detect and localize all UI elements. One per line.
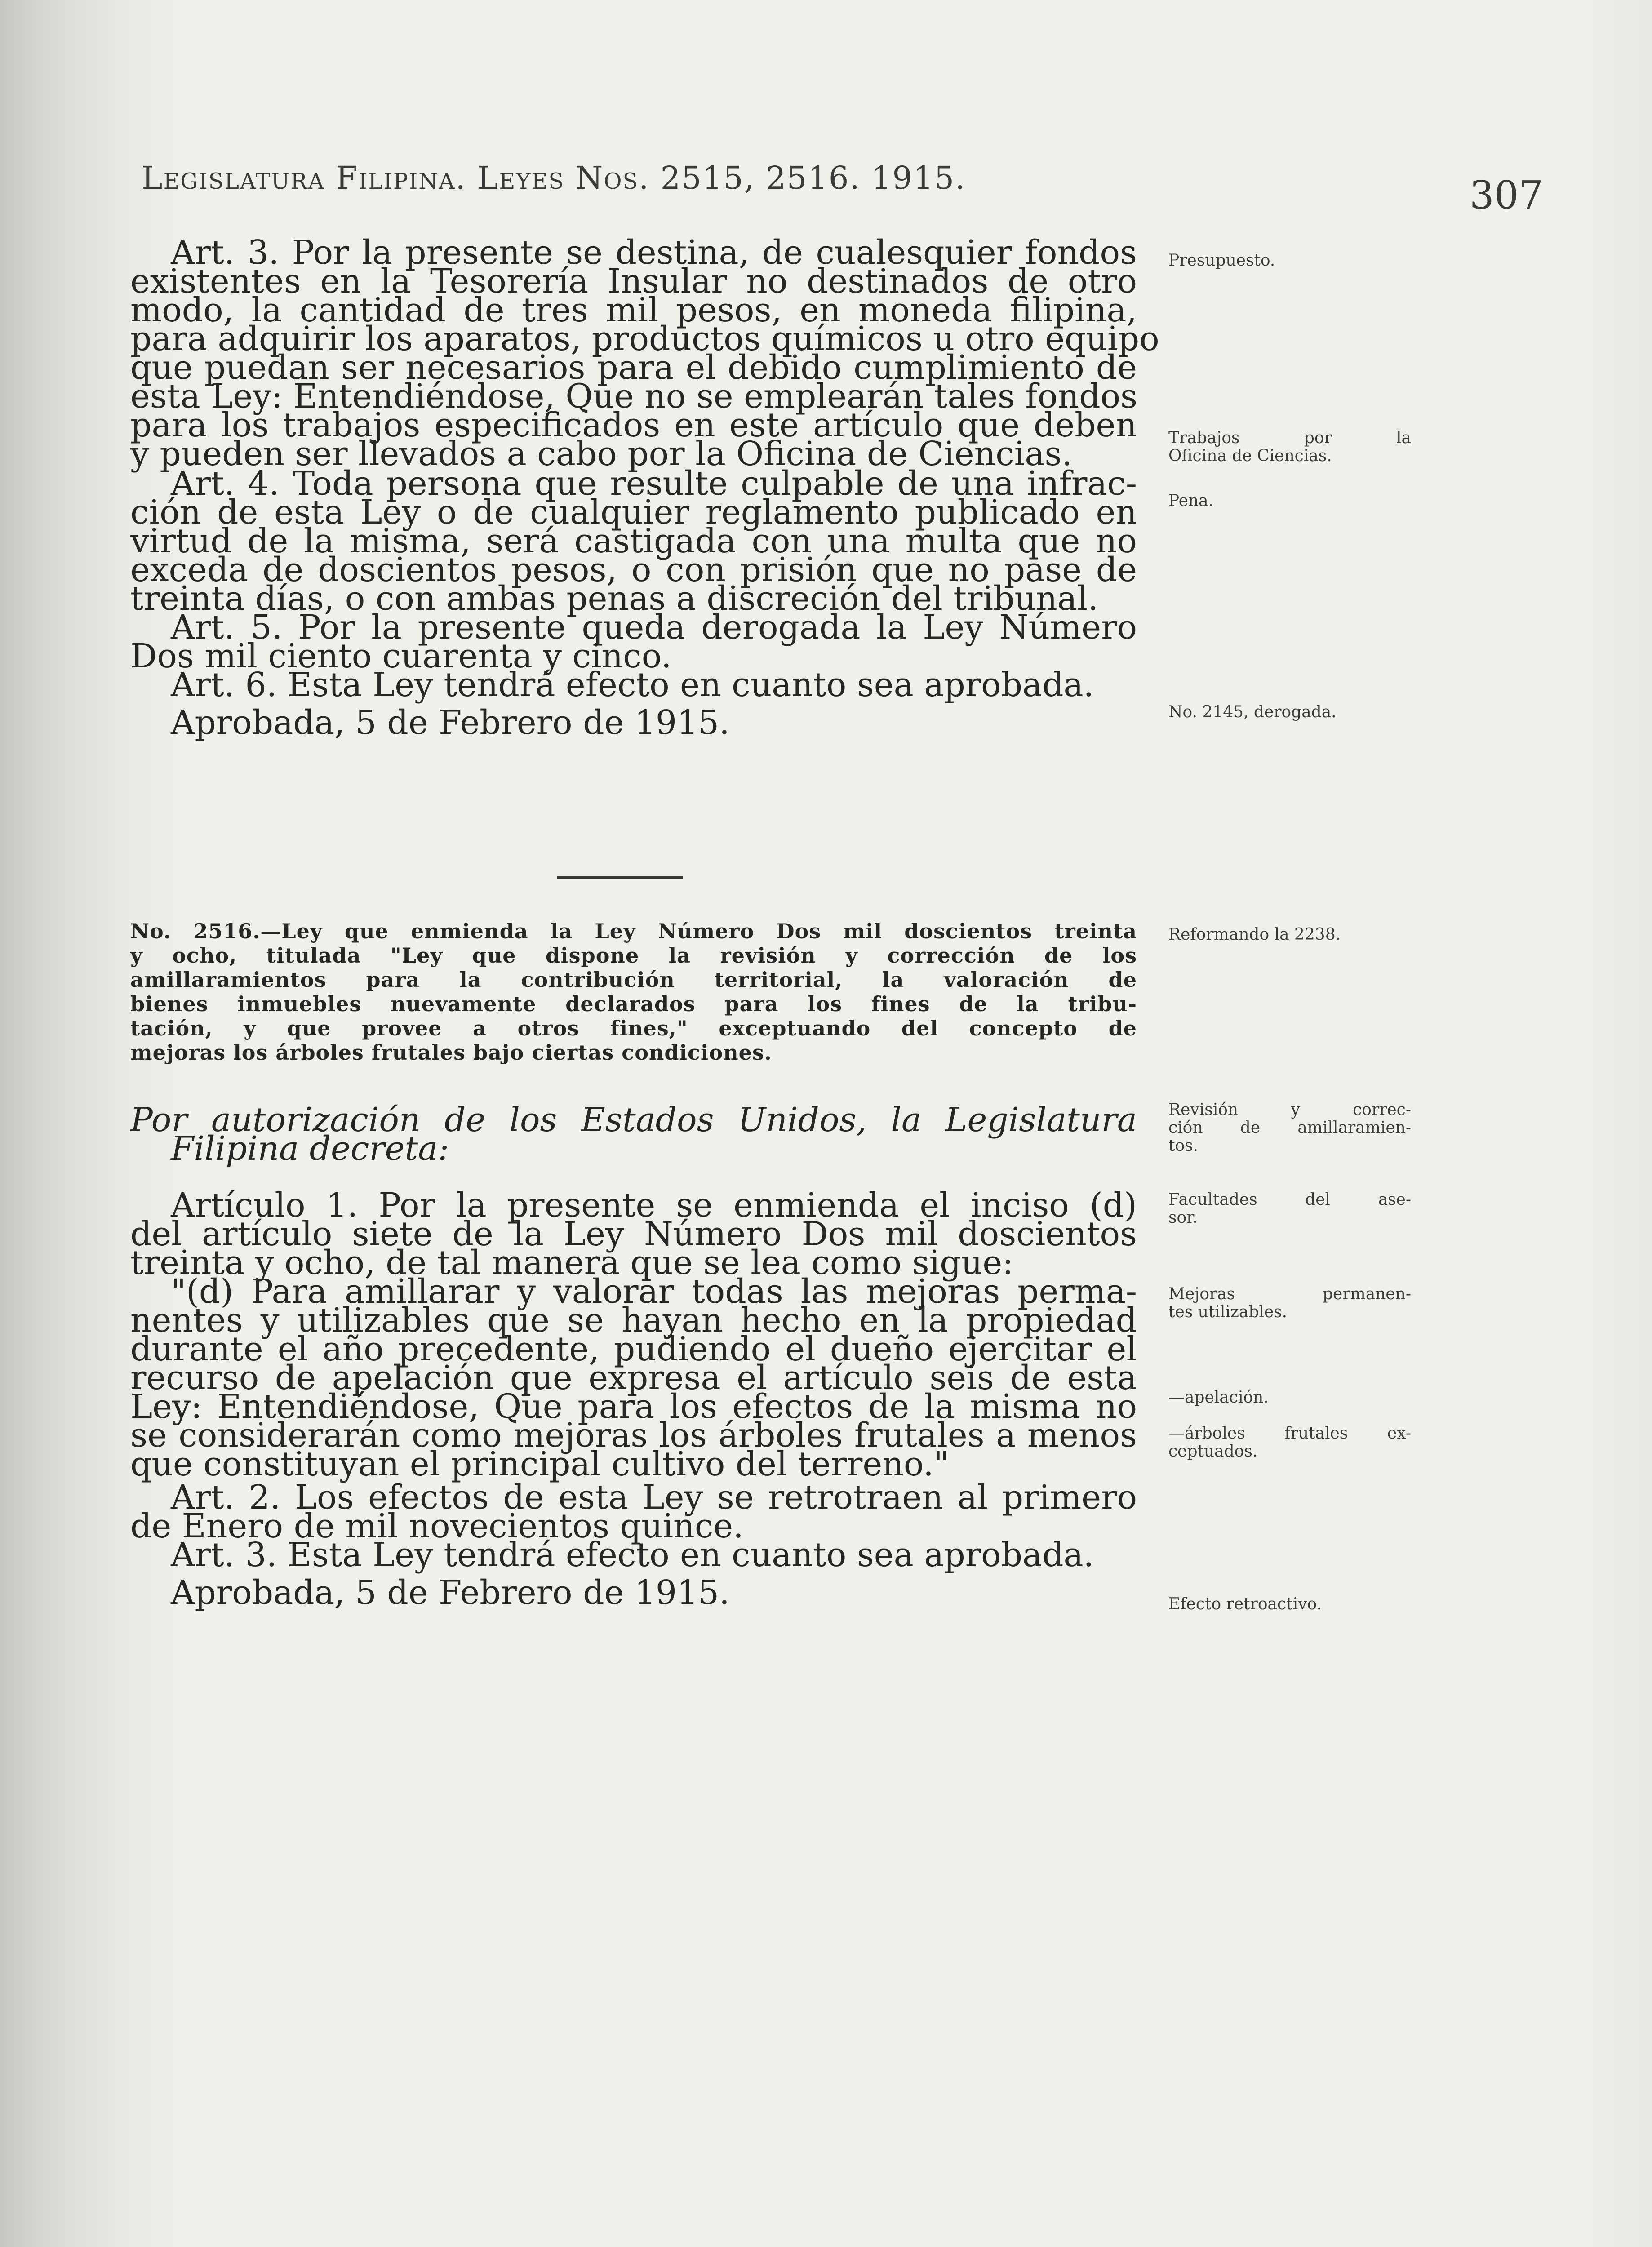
margin-note-text: Mejoras permanen-: [1168, 1285, 1411, 1303]
law-2516-art3: [130, 1536, 1137, 1574]
margin-note-derogada: [1168, 703, 1411, 721]
text-line: Artículo 1. Por la presente se enmienda el inciso (d): [171, 1186, 1137, 1225]
summary-line: No. 2516.—Ley que enmienda la Ley Número Dos mil doscientos treinta: [130, 919, 1137, 943]
margin-note-text: tes utilizables.: [1168, 1303, 1288, 1321]
text-line: durante el año precedente, pudiendo el dueño ejercitar el: [130, 1330, 1137, 1368]
text-line: "(d) Para amillarar y valorar todas las mejoras perma-: [171, 1272, 1137, 1311]
text-line: recurso de apelación que expresa el artículo seis de esta: [130, 1359, 1137, 1397]
text-line: nentes y utilizables que se hayan hecho en la propiedad: [130, 1301, 1137, 1340]
law-2516-approved: [130, 1573, 1137, 1612]
text-line: virtud de la misma, será castigada con una multa que no: [130, 522, 1137, 560]
approval-date: Aprobada, 5 de Febrero de 1915.: [171, 1573, 730, 1612]
law-2516-enacting-clause: [130, 1101, 1137, 1168]
text-line: que puedan ser necesarios para el debido cumplimiento de: [130, 348, 1137, 387]
text-line: que constituyan el principal cultivo del terreno.": [130, 1445, 949, 1483]
margin-note-apelacion: [1168, 1389, 1411, 1407]
text-line: Art. 5. Por la presente queda derogada la Ley Número: [171, 608, 1137, 647]
law-2515-art3: [130, 233, 1159, 473]
law-2516-summary: [130, 919, 1137, 1065]
margin-note-text: ceptuados.: [1168, 1442, 1258, 1461]
margin-note-reformando: [1168, 926, 1411, 944]
text-line: modo, la cantidad de tres mil pesos, en moneda filipina,: [130, 291, 1137, 329]
text-line: esta Ley: Entendiéndose, Que no se emplearán tales fondos: [130, 377, 1137, 416]
text-line: Art. 4. Toda persona que resulte culpable de una infrac-: [171, 464, 1137, 503]
margin-note-text: sor.: [1168, 1208, 1198, 1227]
margin-note-text: Trabajos por la: [1168, 429, 1411, 447]
margin-note-presupuesto: [1168, 252, 1411, 270]
margin-note-text: tos.: [1168, 1137, 1199, 1155]
section-divider: [557, 876, 683, 879]
text-line: Dos mil ciento cuarenta y cinco.: [130, 637, 672, 675]
text-line: Art. 3. Por la presente se destina, de cualesquier fondos: [171, 233, 1137, 272]
text-line: Art. 3. Esta Ley tendrá efecto en cuanto sea aprobada.: [171, 1536, 1094, 1574]
law-2516-art1: [130, 1186, 1137, 1483]
margin-note-text: No. 2145, derogada.: [1168, 703, 1337, 721]
margin-note-text: —apelación.: [1168, 1388, 1269, 1407]
approval-date: Aprobada, 5 de Febrero de 1915.: [171, 703, 730, 742]
margin-note-text: Presupuesto.: [1168, 251, 1275, 270]
text-line: y pueden ser llevados a cabo por la Oficina de Ciencias.: [130, 435, 1072, 473]
law-2515-approved: [130, 703, 1137, 742]
text-line: treinta días, o con ambas penas a discreción del tribunal.: [130, 579, 1098, 618]
law-2515-art5: [130, 608, 1137, 675]
margin-note-facultades: [1168, 1191, 1411, 1227]
margin-note-text: Reformando la 2238.: [1168, 925, 1341, 944]
text-line: para los trabajos especificados en este artículo que deben: [130, 406, 1137, 444]
margin-note-efecto: [1168, 1595, 1411, 1613]
text-line: treinta y ocho, de tal manera que se lea como sigue:: [130, 1243, 1014, 1282]
margin-note-pena: [1168, 492, 1411, 510]
page-number: 307: [1470, 173, 1544, 218]
text-line: de Enero de mil novecientos quince.: [130, 1507, 744, 1545]
margin-note-text: —árboles frutales ex-: [1168, 1424, 1411, 1443]
summary-line: amillaramientos para la contribución territorial, la valoración de: [130, 968, 1137, 992]
running-header: Legislatura Filipina. Leyes Nos. 2515, 2516. 1915.: [142, 160, 966, 196]
text-line: para adquirir los aparatos, productos químicos u otro equipo: [130, 320, 1159, 358]
text-line: Art. 6. Esta Ley tendrá efecto en cuanto sea aprobada.: [171, 666, 1094, 704]
margin-note-arboles: [1168, 1425, 1411, 1461]
summary-line: tación, y que provee a otros fines," exceptuando del concepto de: [130, 1016, 1137, 1040]
text-line: existentes en la Tesorería Insular no destinados de otro: [130, 262, 1137, 301]
text-line: se considerarán como mejoras los árboles frutales a menos: [130, 1416, 1137, 1455]
margin-note-text: ción de amillaramien-: [1168, 1119, 1411, 1137]
enacting-line: Filipina decreta:: [171, 1129, 449, 1168]
margin-note-text: Facultades del ase-: [1168, 1190, 1411, 1209]
summary-line: y ocho, titulada "Ley que dispone la revisión y corrección de los: [130, 943, 1137, 968]
law-2516-art2: [130, 1478, 1137, 1545]
text-line: exceda de doscientos pesos, o con prisión que no pase de: [130, 551, 1137, 589]
margin-note-trabajos: [1168, 429, 1411, 465]
margin-note-text: Oficina de Ciencias.: [1168, 447, 1332, 465]
margin-note-mejoras: [1168, 1285, 1411, 1321]
text-line: del artículo siete de la Ley Número Dos mil doscientos: [130, 1215, 1137, 1253]
enacting-line: Por autorización de los Estados Unidos, la Legislatura: [130, 1101, 1137, 1139]
summary-line: mejoras los árboles frutales bajo ciertas condiciones.: [130, 1040, 772, 1065]
text-line: Ley: Entendiéndose, Que para los efectos de la misma no: [130, 1387, 1137, 1426]
law-2515-art6: [130, 666, 1137, 704]
law-2515-art4: [130, 464, 1137, 618]
margin-note-text: Pena.: [1168, 492, 1214, 510]
margin-note-text: Efecto retroactivo.: [1168, 1595, 1322, 1613]
margin-note-revision: [1168, 1101, 1411, 1155]
summary-line: bienes inmuebles nuevamente declarados para los fines de la tribu-: [130, 992, 1137, 1016]
text-line: Art. 2. Los efectos de esta Ley se retrotraen al primero: [171, 1478, 1137, 1517]
text-line: ción de esta Ley o de cualquier reglamento publicado en: [130, 493, 1137, 532]
margin-note-text: Revisión y correc-: [1168, 1101, 1411, 1119]
